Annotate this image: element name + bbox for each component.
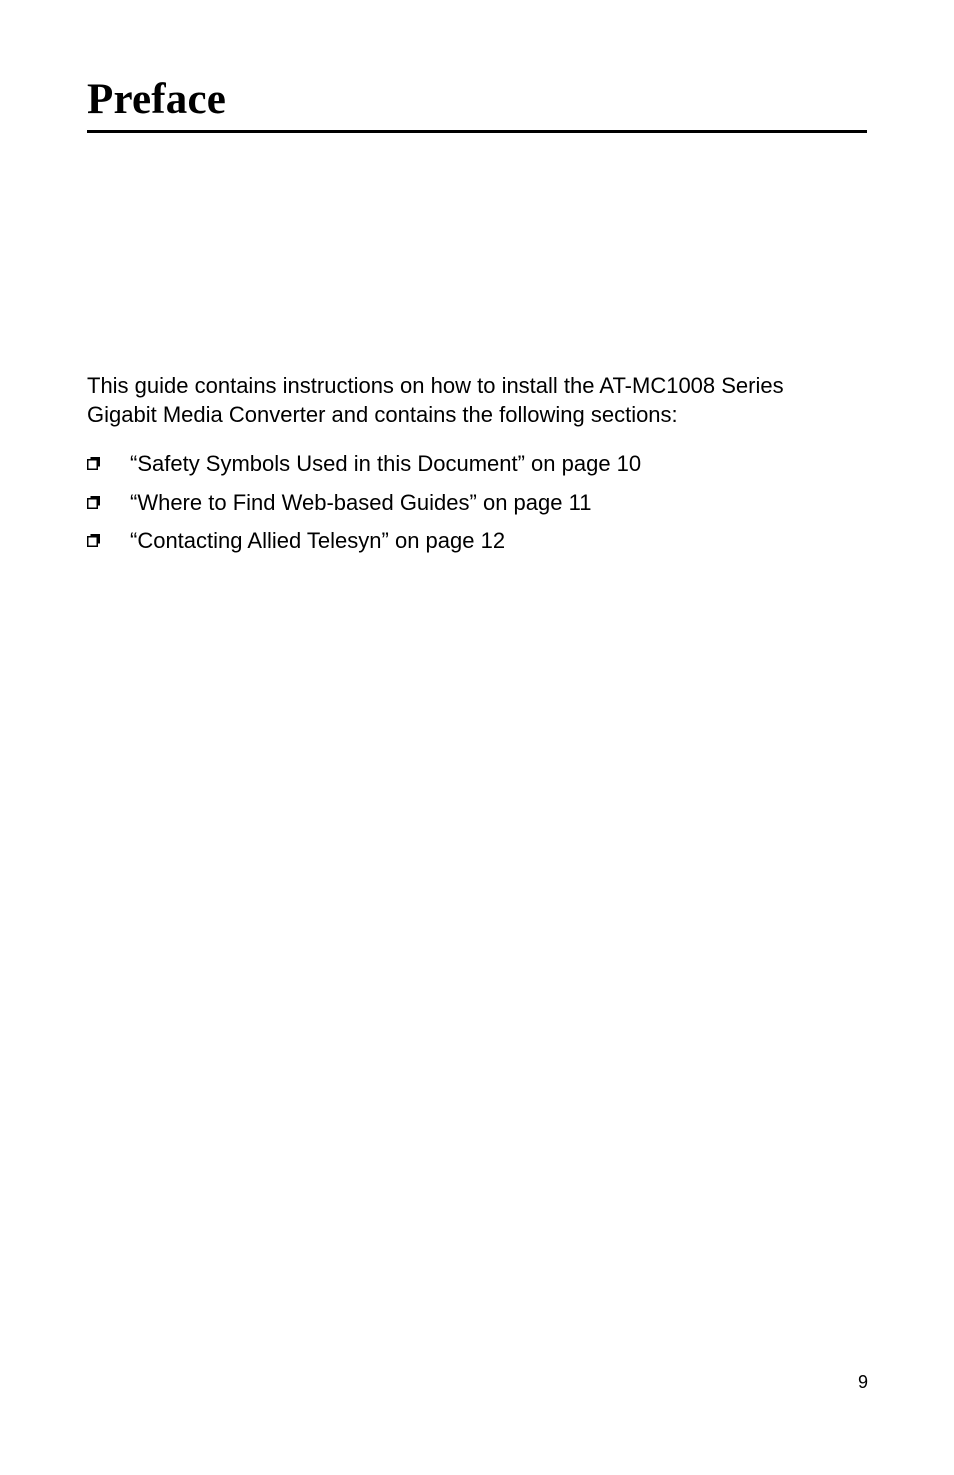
list-item-label: “Safety Symbols Used in this Document” on page 10 [130,451,642,476]
page-number: 9 [857,1372,868,1392]
section-list [87,448,641,564]
page-title: Preface [87,76,227,123]
title-divider [87,130,867,133]
list-item[interactable] [87,487,641,519]
checkbox-outline-icon [87,457,100,470]
intro-line-1: This guide contains instructions on how to install the AT-MC1008 Series [87,373,784,398]
checkbox-outline-icon [87,496,100,509]
list-item[interactable] [87,525,641,557]
list-item[interactable] [87,448,641,480]
intro-paragraph [87,371,887,429]
list-item-label: “Where to Find Web-based Guides” on page 11 [130,489,592,515]
intro-line-2: Gigabit Media Converter and contains the following sections: [87,402,678,427]
checkbox-outline-icon [87,534,100,547]
list-item-label: “Contacting Allied Telesyn” on page 12 [130,528,506,553]
